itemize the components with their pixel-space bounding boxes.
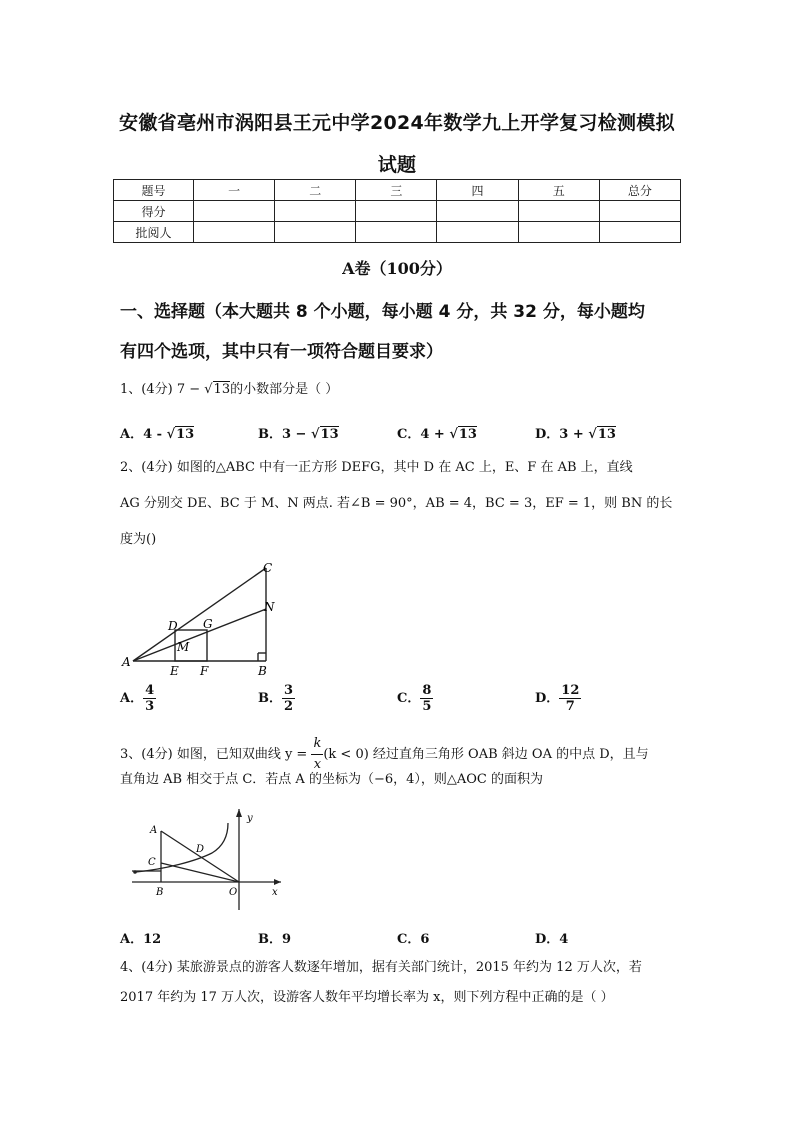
question-3-line1: 3、(4分) 如图，已知双曲线 y = $\frac{k}{x}$ (k < 0) 经过直角三角形 OAB 斜边 OA 的中点 D，且与	[120, 736, 649, 772]
score-input-cell[interactable]	[275, 201, 356, 222]
grader-input-cell[interactable]	[518, 222, 599, 243]
q3-option-d[interactable]: D．4	[535, 932, 569, 947]
table-cell: 得分	[114, 201, 194, 222]
grader-input-cell[interactable]	[599, 222, 680, 243]
fig2-label-e: E	[170, 664, 179, 678]
section-heading: 一、选择题（本大题共 8 个小题，每小题 4 分，共 32 分，每小题均	[120, 302, 645, 322]
grader-input-cell[interactable]	[356, 222, 437, 243]
table-cell: 二	[275, 180, 356, 201]
q1-option-c[interactable]: C．4 + √13	[397, 427, 477, 442]
q2-option-a[interactable]: A． $\frac{4}{3}$	[120, 683, 155, 714]
grader-input-cell[interactable]	[437, 222, 518, 243]
grader-input-cell[interactable]	[194, 222, 275, 243]
q2-option-b[interactable]: B． $\frac{3}{2}$	[258, 683, 294, 714]
q2-option-d[interactable]: D． $\frac{12}{7}$	[535, 683, 580, 714]
score-input-cell[interactable]	[437, 201, 518, 222]
question-2-line1: 2、(4分) 如图的△ABC 中有一正方形 DEFG，其中 D 在 AC 上，E、F 在 AB 上，直线	[120, 460, 633, 475]
score-input-cell[interactable]	[518, 201, 599, 222]
fig3-label-d: D	[196, 844, 205, 855]
volume-label: A卷（100分）	[342, 259, 452, 278]
q1-option-d[interactable]: D．3 + √13	[535, 427, 616, 442]
fig2-label-d: D	[168, 619, 178, 633]
table-cell: 总分	[599, 180, 680, 201]
question-2-line3: 度为()	[120, 532, 157, 547]
score-input-cell[interactable]	[194, 201, 275, 222]
q3-option-a[interactable]: A．12	[120, 932, 162, 947]
fig3-label-x: x	[272, 887, 278, 898]
fig2-label-c: C	[263, 561, 273, 575]
table-cell: 三	[356, 180, 437, 201]
table-row	[114, 222, 681, 243]
fig2-label-a: A	[122, 655, 131, 669]
q3-option-c[interactable]: C．6	[397, 932, 430, 947]
table-row	[114, 180, 681, 201]
fig2-label-n: N	[264, 600, 275, 614]
table-cell: 一	[194, 180, 275, 201]
score-input-cell[interactable]	[356, 201, 437, 222]
fig3-label-a: A	[150, 825, 158, 836]
q1-option-a[interactable]: A．4 - √13	[120, 427, 195, 442]
table-cell: 批阅人	[114, 222, 194, 243]
page-title: 安徽省亳州市涡阳县王元中学2024年数学九上开学复习检测模拟	[119, 112, 675, 134]
fig3-label-o: O	[229, 887, 238, 898]
table-cell: 五	[518, 180, 599, 201]
question-3-line2: 直角边 AB 相交于点 C．若点 A 的坐标为（−6，4），则△AOC 的面积为	[120, 772, 543, 787]
fig2-label-g: G	[203, 617, 213, 631]
fig2-label-b: B	[258, 664, 267, 678]
table-cell: 题号	[114, 180, 194, 201]
table-cell: 四	[437, 180, 518, 201]
q3-option-b[interactable]: B．9	[258, 932, 292, 947]
section-heading-continued: 有四个选项，其中只有一项符合题目要求）	[120, 342, 443, 362]
score-table	[113, 179, 681, 243]
question-4-line2: 2017 年约为 17 万人次，设游客人数年平均增长率为 x，则下列方程中正确的是（ ）	[120, 990, 614, 1005]
q1-option-b[interactable]: B．3 − √13	[258, 427, 339, 442]
question-1: 1、(4分) 7 − √13的小数部分是（ ）	[120, 382, 339, 397]
hyperbola-figure	[126, 805, 286, 913]
q2-option-c[interactable]: C． $\frac{8}{5}$	[397, 683, 432, 714]
fig3-label-b: B	[156, 887, 164, 898]
fig3-label-c: C	[148, 857, 156, 868]
grader-input-cell[interactable]	[275, 222, 356, 243]
fig2-label-f: F	[200, 664, 209, 678]
question-2-line2: AG 分别交 DE、BC 于 M、N 两点. 若∠B = 90°，AB = 4，BC = 3，EF = 1，则 BN 的长	[120, 496, 673, 511]
fig2-label-m: M	[177, 640, 190, 654]
table-row	[114, 201, 681, 222]
page-title-continued: 试题	[377, 154, 417, 176]
question-4-line1: 4、(4分) 某旅游景点的游客人数逐年增加，据有关部门统计，2015 年约为 12 万人次，若	[120, 960, 642, 975]
triangle-figure	[118, 558, 288, 680]
fig3-label-y: y	[247, 813, 253, 824]
score-input-cell[interactable]	[599, 201, 680, 222]
